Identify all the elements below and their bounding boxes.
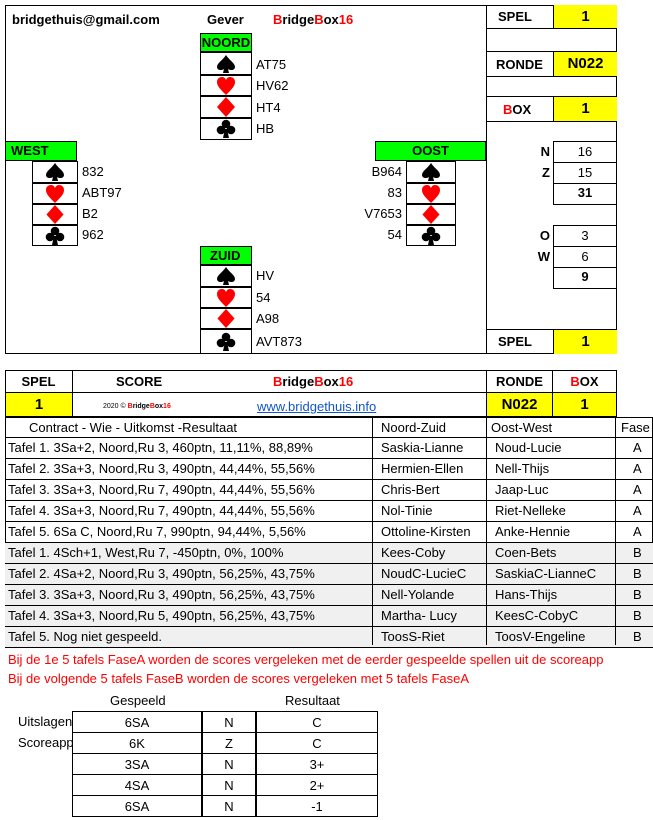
brand-ox: ox bbox=[323, 12, 339, 27]
box-cell bbox=[486, 96, 617, 122]
table-row bbox=[5, 522, 653, 543]
o-value: 3 bbox=[553, 225, 617, 247]
spel2-value: 1 bbox=[553, 330, 617, 354]
zuid-diamonds-icon bbox=[200, 308, 252, 329]
website-link[interactable]: www.bridgethuis.info bbox=[257, 399, 377, 414]
table-row bbox=[5, 480, 653, 501]
noord-diamonds: HT4 bbox=[256, 100, 281, 115]
note-line-2: Bij de volgende 5 tafels FaseB worden de scores vergeleken met 5 tafels FaseA bbox=[8, 671, 470, 686]
row-oost-west: ToosV-Engeline bbox=[495, 629, 586, 644]
table-row bbox=[5, 585, 653, 606]
table-row bbox=[5, 459, 653, 480]
score-box-label bbox=[553, 374, 616, 389]
row-noord-zuid: NoudC-LucieC bbox=[381, 566, 467, 581]
noord-spades-icon bbox=[200, 52, 252, 75]
col-fase-header: Fase bbox=[621, 420, 650, 435]
row-contract: Tafel 2. 4Sa+2, Noord,Ru 3, 490ptn, 56,25%, 43,75% bbox=[8, 566, 315, 581]
west-diamonds: B2 bbox=[82, 206, 98, 221]
copyright-brand-ridge: ridge bbox=[132, 403, 150, 410]
score-brand-ridge: ridge bbox=[282, 374, 315, 389]
ronde-label: RONDE bbox=[496, 57, 543, 72]
copyright-brand-b: B bbox=[127, 403, 133, 410]
row-noord-zuid: Ottoline-Kirsten bbox=[381, 524, 471, 539]
compare-gespeeld: 6SA bbox=[72, 795, 202, 817]
row-noord-zuid: ToosS-Riet bbox=[381, 629, 445, 644]
compare-wie: N bbox=[202, 774, 256, 796]
compare-wie: Z bbox=[202, 732, 256, 754]
spel-label: SPEL bbox=[498, 9, 532, 24]
n-value: 16 bbox=[553, 141, 617, 163]
row-oost-west: Riet-Nelleke bbox=[495, 503, 566, 518]
row-contract: Tafel 3. 3Sa+3, Noord,Ru 7, 490ptn, 44,44%, 55,56% bbox=[8, 482, 315, 497]
compare-resultaat: C bbox=[256, 732, 378, 754]
noord-label: NOORD bbox=[201, 35, 251, 50]
zuid-spades-icon bbox=[200, 265, 252, 287]
noord-hearts-icon bbox=[200, 75, 252, 96]
nz-total: 31 bbox=[553, 183, 617, 205]
noord-diamonds-icon bbox=[200, 96, 252, 118]
box-value: 1 bbox=[553, 97, 617, 121]
score-header-vline1 bbox=[72, 370, 73, 417]
row-oost-west: KeesC-CobyC bbox=[495, 608, 579, 623]
table-row bbox=[5, 438, 653, 459]
oost-hearts-icon bbox=[406, 183, 456, 204]
row-noord-zuid: Saskia-Lianne bbox=[381, 440, 464, 455]
score-label: SCORE bbox=[116, 374, 163, 389]
row-fase: B bbox=[633, 608, 642, 623]
box-label-rest: OX bbox=[512, 102, 532, 117]
row-contract: Tafel 1. 4Sch+1, West,Ru 7, -450ptn, 0%, 100% bbox=[8, 545, 284, 560]
row-oost-west: Jaap-Luc bbox=[495, 482, 549, 497]
z-value: 15 bbox=[553, 162, 617, 184]
table-row bbox=[5, 501, 653, 522]
west-label: WEST bbox=[5, 141, 77, 161]
row-contract: Tafel 5. Nog niet gespeeld. bbox=[8, 629, 162, 644]
col-line-ow bbox=[486, 417, 487, 645]
row-oost-west: SaskiaC-LianneC bbox=[495, 566, 597, 581]
row-noord-zuid: Hermien-Ellen bbox=[381, 461, 464, 476]
compare-header-resultaat: Resultaat bbox=[285, 693, 340, 708]
row-oost-west: Noud-Lucie bbox=[495, 440, 562, 455]
row-fase: B bbox=[633, 545, 642, 560]
row-fase: B bbox=[633, 629, 642, 644]
west-clubs-icon bbox=[32, 225, 78, 246]
zuid-hearts-icon bbox=[200, 287, 252, 308]
compare-gespeeld: 4SA bbox=[72, 774, 202, 796]
score-brand-ox: ox bbox=[323, 374, 339, 389]
ronde-value: N022 bbox=[553, 52, 617, 76]
brand-b: B bbox=[273, 12, 283, 27]
copyright-brand-num: 16 bbox=[163, 403, 171, 410]
note-line-1: Bij de 1e 5 tafels FaseA worden de scores vergeleken met de eerder gespeelde spellen uit de scoreapp bbox=[8, 652, 604, 667]
col-ow-header: Oost-West bbox=[491, 420, 553, 435]
table-row bbox=[5, 627, 653, 648]
compare-wie: N bbox=[202, 795, 256, 817]
col-nz-header: Noord-Zuid bbox=[381, 420, 447, 435]
compare-wie: N bbox=[202, 711, 256, 733]
score-spel-value: 1 bbox=[6, 393, 72, 416]
box-label bbox=[503, 102, 531, 117]
spel2-cell bbox=[486, 329, 617, 354]
row-fase: A bbox=[633, 440, 642, 455]
spel-value: 1 bbox=[553, 5, 617, 28]
row-oost-west: Coen-Bets bbox=[495, 545, 557, 560]
score-box-rest: OX bbox=[579, 374, 599, 389]
col-contract-header: Contract - Wie - Uitkomst -Resultaat bbox=[29, 420, 238, 435]
score-ronde-value: N022 bbox=[487, 393, 552, 416]
row-fase: A bbox=[633, 482, 642, 497]
score-brand bbox=[273, 374, 353, 389]
compare-gespeeld: 3SA bbox=[72, 753, 202, 775]
col-line-fase bbox=[615, 417, 616, 645]
spel-cell bbox=[486, 5, 617, 29]
row-fase: B bbox=[633, 587, 642, 602]
row-oost-west: Nell-Thijs bbox=[495, 461, 550, 476]
score-spel-label: SPEL bbox=[21, 374, 56, 389]
row-contract: Tafel 1. 3Sa+2, Noord,Ru 3, 460ptn, 11,11%, 88,89% bbox=[8, 440, 313, 455]
oost-clubs: 54 bbox=[387, 227, 402, 242]
brand-ridge: ridge bbox=[282, 12, 315, 27]
noord-clubs-icon bbox=[200, 118, 252, 140]
email-address: bridgethuis@gmail.com bbox=[12, 12, 160, 27]
w-label: W bbox=[537, 249, 550, 264]
row-noord-zuid: Chris-Bert bbox=[381, 482, 440, 497]
score-ronde-label: RONDE bbox=[496, 374, 543, 389]
compare-gespeeld: 6SA bbox=[72, 711, 202, 733]
west-spades-icon bbox=[32, 161, 78, 183]
z-label: Z bbox=[542, 165, 550, 180]
compare-wie: N bbox=[202, 753, 256, 775]
row-noord-zuid: Kees-Coby bbox=[381, 545, 446, 560]
oost-diamonds-icon bbox=[406, 204, 456, 225]
brand-num: 16 bbox=[338, 12, 354, 27]
o-label: O bbox=[539, 228, 550, 243]
row-noord-zuid: Nol-Tinie bbox=[381, 503, 433, 518]
score-brand-b: B bbox=[273, 374, 283, 389]
west-diamonds-icon bbox=[32, 204, 78, 225]
results-header-row bbox=[5, 417, 653, 438]
box-label-b: B bbox=[503, 102, 513, 117]
row-fase: B bbox=[633, 566, 642, 581]
compare-header-gespeeld: Gespeeld bbox=[110, 693, 166, 708]
west-clubs: 962 bbox=[82, 227, 104, 242]
compare-gespeeld: 6K bbox=[72, 732, 202, 754]
row-noord-zuid: Nell-Yolande bbox=[381, 587, 455, 602]
score-brand-num: 16 bbox=[338, 374, 354, 389]
ronde-cell bbox=[486, 51, 617, 77]
noord-hearts: HV62 bbox=[256, 78, 289, 93]
copyright-brand-b2: B bbox=[149, 403, 155, 410]
col-line-nz bbox=[372, 417, 373, 645]
row-fase: A bbox=[633, 524, 642, 539]
zuid-hearts: 54 bbox=[256, 290, 271, 305]
compare-resultaat: 3+ bbox=[256, 753, 378, 775]
compare-resultaat: 2+ bbox=[256, 774, 378, 796]
table-row bbox=[5, 564, 653, 585]
n-label: N bbox=[540, 144, 550, 159]
brand-b2: B bbox=[314, 12, 324, 27]
zuid-clubs-icon bbox=[200, 329, 252, 354]
zuid-spades: HV bbox=[256, 268, 275, 283]
copyright bbox=[103, 403, 171, 410]
row-fase: A bbox=[633, 503, 642, 518]
row-contract: Tafel 4. 3Sa+3, Noord,Ru 5, 490ptn, 56,25%, 43,75% bbox=[8, 608, 315, 623]
west-hearts: ABT97 bbox=[82, 185, 122, 200]
oost-clubs-icon bbox=[406, 225, 456, 246]
score-box-b: B bbox=[570, 374, 580, 389]
compare-resultaat: -1 bbox=[256, 795, 378, 817]
compare-label-scoreapp: Scoreapp bbox=[18, 735, 74, 750]
row-noord-zuid: Martha- Lucy bbox=[381, 608, 457, 623]
row-contract: Tafel 4. 3Sa+3, Noord,Ru 7, 490ptn, 44,44%, 55,56% bbox=[8, 503, 315, 518]
row-oost-west: Anke-Hennie bbox=[495, 524, 571, 539]
copyright-brand-ox: ox bbox=[154, 403, 164, 410]
zuid-label: ZUID bbox=[200, 246, 252, 265]
row-contract: Tafel 5. 6Sa C, Noord,Ru 7, 990ptn, 94,44%, 5,56% bbox=[8, 524, 306, 539]
noord-spades: AT75 bbox=[256, 57, 287, 72]
w-value: 6 bbox=[553, 246, 617, 268]
oost-hearts: 83 bbox=[387, 185, 402, 200]
zuid-diamonds: A98 bbox=[256, 311, 280, 326]
row-contract: Tafel 3. 3Sa+3, Noord,Ru 3, 490ptn, 56,25%, 43,75% bbox=[8, 587, 315, 602]
table-row bbox=[5, 606, 653, 627]
west-hearts-icon bbox=[32, 183, 78, 204]
compare-label-uitslagen: Uitslagen bbox=[18, 714, 73, 729]
score-brand-b2: B bbox=[314, 374, 324, 389]
west-spades: 832 bbox=[82, 164, 104, 179]
ow-total: 9 bbox=[553, 267, 617, 289]
oost-spades-icon bbox=[406, 161, 456, 183]
brand-title bbox=[273, 12, 353, 27]
compare-resultaat: C bbox=[256, 711, 378, 733]
oost-spades: B964 bbox=[371, 164, 402, 179]
gever-label: Gever bbox=[207, 12, 244, 27]
oost-diamonds: V7653 bbox=[364, 206, 402, 221]
spel2-label: SPEL bbox=[498, 334, 532, 349]
table-row bbox=[5, 543, 653, 564]
row-contract: Tafel 2. 3Sa+3, Noord,Ru 3, 490ptn, 44,44%, 55,56% bbox=[8, 461, 315, 476]
score-box-value: 1 bbox=[553, 393, 616, 416]
row-oost-west: Hans-Thijs bbox=[495, 587, 558, 602]
copyright-text: 2020 © bbox=[103, 403, 128, 410]
row-fase: A bbox=[633, 461, 642, 476]
zuid-clubs: AVT873 bbox=[256, 334, 303, 349]
oost-label: OOST bbox=[375, 141, 486, 161]
noord-clubs: HB bbox=[256, 121, 275, 136]
